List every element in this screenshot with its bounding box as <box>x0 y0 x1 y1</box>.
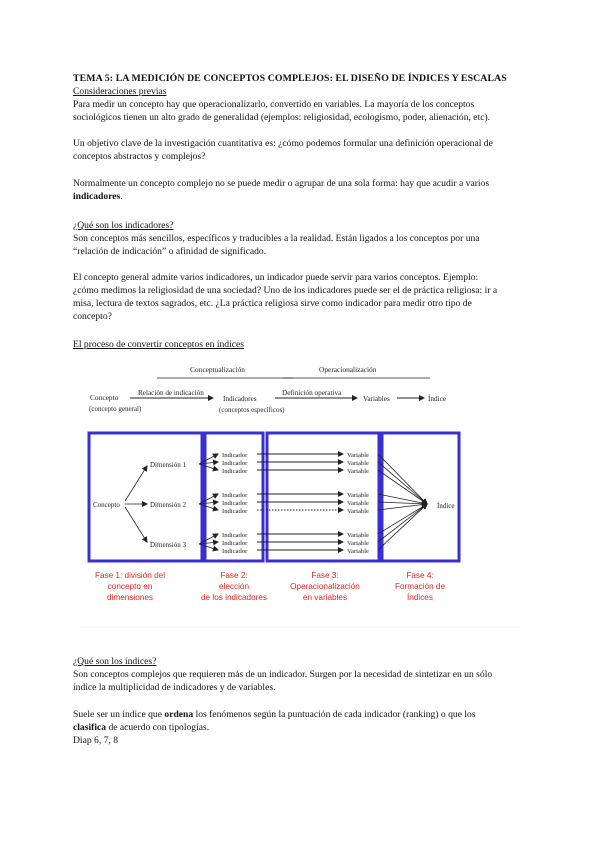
paragraph-line <box>73 708 476 722</box>
paragraph-line: Normalmente un concepto complejo no se puede medir o agrupar de una sola forma: hay que acudir a varios <box>73 178 490 189</box>
phase1-line1: Fase 1: división del <box>94 571 166 580</box>
phase2-line2: elección <box>218 582 250 591</box>
text-span: de acuerdo con tipologías. <box>106 722 210 733</box>
section-heading-consideraciones: Consideraciones previas <box>73 86 167 97</box>
indicator-label: Indicador <box>222 492 248 499</box>
phase3-line3: en variables <box>302 593 348 602</box>
paragraph-line: índice la multiplicidad de indicadores y de variables. <box>73 682 276 693</box>
paragraph-line: Para medir un concepto hay que operacionalizarlo, convertido en variables. La mayoría de los conceptos <box>73 99 475 110</box>
variable-label: Variable <box>347 468 369 475</box>
label-concepto-general: (concepto general) <box>89 405 142 413</box>
arrow-variable-to-index <box>378 462 427 504</box>
label-concepto: Concepto <box>90 393 119 402</box>
bold-term-indicadores: indicadores <box>73 191 121 202</box>
paragraph-line: “relación de indicación” o afinidad de significado. <box>73 246 267 257</box>
section-heading-indicadores: ¿Qué son los indicadores? <box>73 220 174 231</box>
indicator-label: Indicador <box>222 548 248 555</box>
dimension-1: Dimensión 1 <box>150 461 186 469</box>
arrow-variable-to-index <box>378 504 427 542</box>
indicator-label: Indicador <box>222 500 248 507</box>
dimension-2: Dimensión 2 <box>150 501 186 509</box>
variable-label: Variable <box>347 540 369 547</box>
indicator-label: Indicador <box>222 508 248 515</box>
phase4-line1: Fase 4: <box>406 571 434 580</box>
paragraph-line: sociológicos tienen un alto grado de generalidad (ejemplos: religiosidad, ecologismo, poder, alienación, etc). <box>73 112 491 123</box>
indicator-label: Indicador <box>222 540 248 547</box>
text-span: los fenómenos según la puntuación de cada indicador (ranking) o que los <box>193 709 476 720</box>
label-variables: Variables <box>363 395 390 403</box>
arrow-variable-to-index <box>378 454 427 504</box>
indicator-label: Indicador <box>222 468 248 475</box>
paragraph-line: ¿cómo medimos la religiosidad de una sociedad? Uno de los indicadores puede ser el de práctica religiosa: ir a <box>73 285 498 296</box>
concept-node: Concepto <box>93 501 120 509</box>
arrow-variable-to-index <box>378 504 427 534</box>
phase4-line3: Índices <box>407 593 433 602</box>
paragraph-line: conceptos abstractos y complejos? <box>73 151 206 162</box>
bold-term-ordena: ordena <box>164 709 194 720</box>
variable-label: Variable <box>347 532 369 539</box>
label-indice: Índice <box>428 395 446 403</box>
paragraph-line: El concepto general admite varios indicadores, un indicador puede servir para varios conceptos. Ejemplo: <box>73 272 479 283</box>
bold-term-clasifica: clasifica <box>73 722 107 733</box>
index-node: Índice <box>437 502 455 510</box>
indicator-label: Indicador <box>222 532 248 539</box>
phase4-line2: Formación de <box>394 582 446 591</box>
variable-label: Variable <box>347 508 369 515</box>
phase2-line3: de los indicadores <box>201 593 267 602</box>
indicator-variable-rows <box>199 452 369 555</box>
arrow-variable-to-index <box>378 504 427 550</box>
arrow-variable-to-index <box>378 504 427 510</box>
arrow-to-dim3 <box>125 507 147 542</box>
label-conceptualizacion: Conceptualización <box>190 365 245 374</box>
section-heading-indices: ¿Qué son los índices? <box>73 656 157 667</box>
phase1-line2: concepto en <box>107 582 153 591</box>
label-definicion-operativa: Definición operativa <box>282 389 342 397</box>
label-conceptos-especificos: (conceptos específicos) <box>219 406 285 414</box>
phase1-line3: dimensiones <box>107 593 153 602</box>
section-heading-proceso: El proceso de convertir conceptos en índices <box>73 339 245 350</box>
converging-arrows <box>378 454 427 550</box>
label-relacion-indicacion: Relación de indicación <box>138 389 204 397</box>
concept-to-index-diagram <box>75 356 525 628</box>
phase3-line2: Operacionalización <box>290 582 360 591</box>
indicator-label: Indicador <box>222 452 248 459</box>
paragraph-line <box>73 721 209 735</box>
arrow-to-dim1 <box>125 466 147 501</box>
paragraph-line <box>73 190 123 204</box>
text-span: Suele ser un índice que <box>73 709 165 720</box>
paragraph-line: misa, lectura de textos sagrados, etc. ¿La práctica religiosa sirve como indicador para medir otro tipo de <box>73 298 472 309</box>
phase2-line1: Fase 2: <box>220 571 248 580</box>
page-title: TEMA 5: LA MEDICIÓN DE CONCEPTOS COMPLEJOS: EL DISEÑO DE ÍNDICES Y ESCALAS <box>73 73 507 84</box>
paragraph-line: concepto? <box>73 311 112 322</box>
variable-label: Variable <box>347 452 369 459</box>
paragraph-line: Son conceptos complejos que requieren más de un indicador. Surgen por la necesidad de sintetizar en un sólo <box>73 669 493 680</box>
paragraph-line: Un objetivo clave de la investigación cuantitativa es: ¿cómo podemos formular una definición operacional de <box>73 138 493 149</box>
dimension-3: Dimensión 3 <box>150 541 186 549</box>
slide-reference: Diap 6, 7, 8 <box>73 735 119 746</box>
variable-label: Variable <box>347 500 369 507</box>
label-indicadores: Indicadores <box>223 395 257 403</box>
variable-label: Variable <box>347 460 369 467</box>
variable-label: Variable <box>347 492 369 499</box>
period: . <box>120 191 123 202</box>
indicator-label: Indicador <box>222 460 248 467</box>
variable-label: Variable <box>347 548 369 555</box>
label-operacionalizacion: Operacionalización <box>319 365 377 374</box>
paragraph-line: Son conceptos más sencillos, específicos y traducibles a la realidad. Están ligados a los conceptos por una <box>73 233 480 244</box>
phase3-line1: Fase 3: <box>311 571 339 580</box>
